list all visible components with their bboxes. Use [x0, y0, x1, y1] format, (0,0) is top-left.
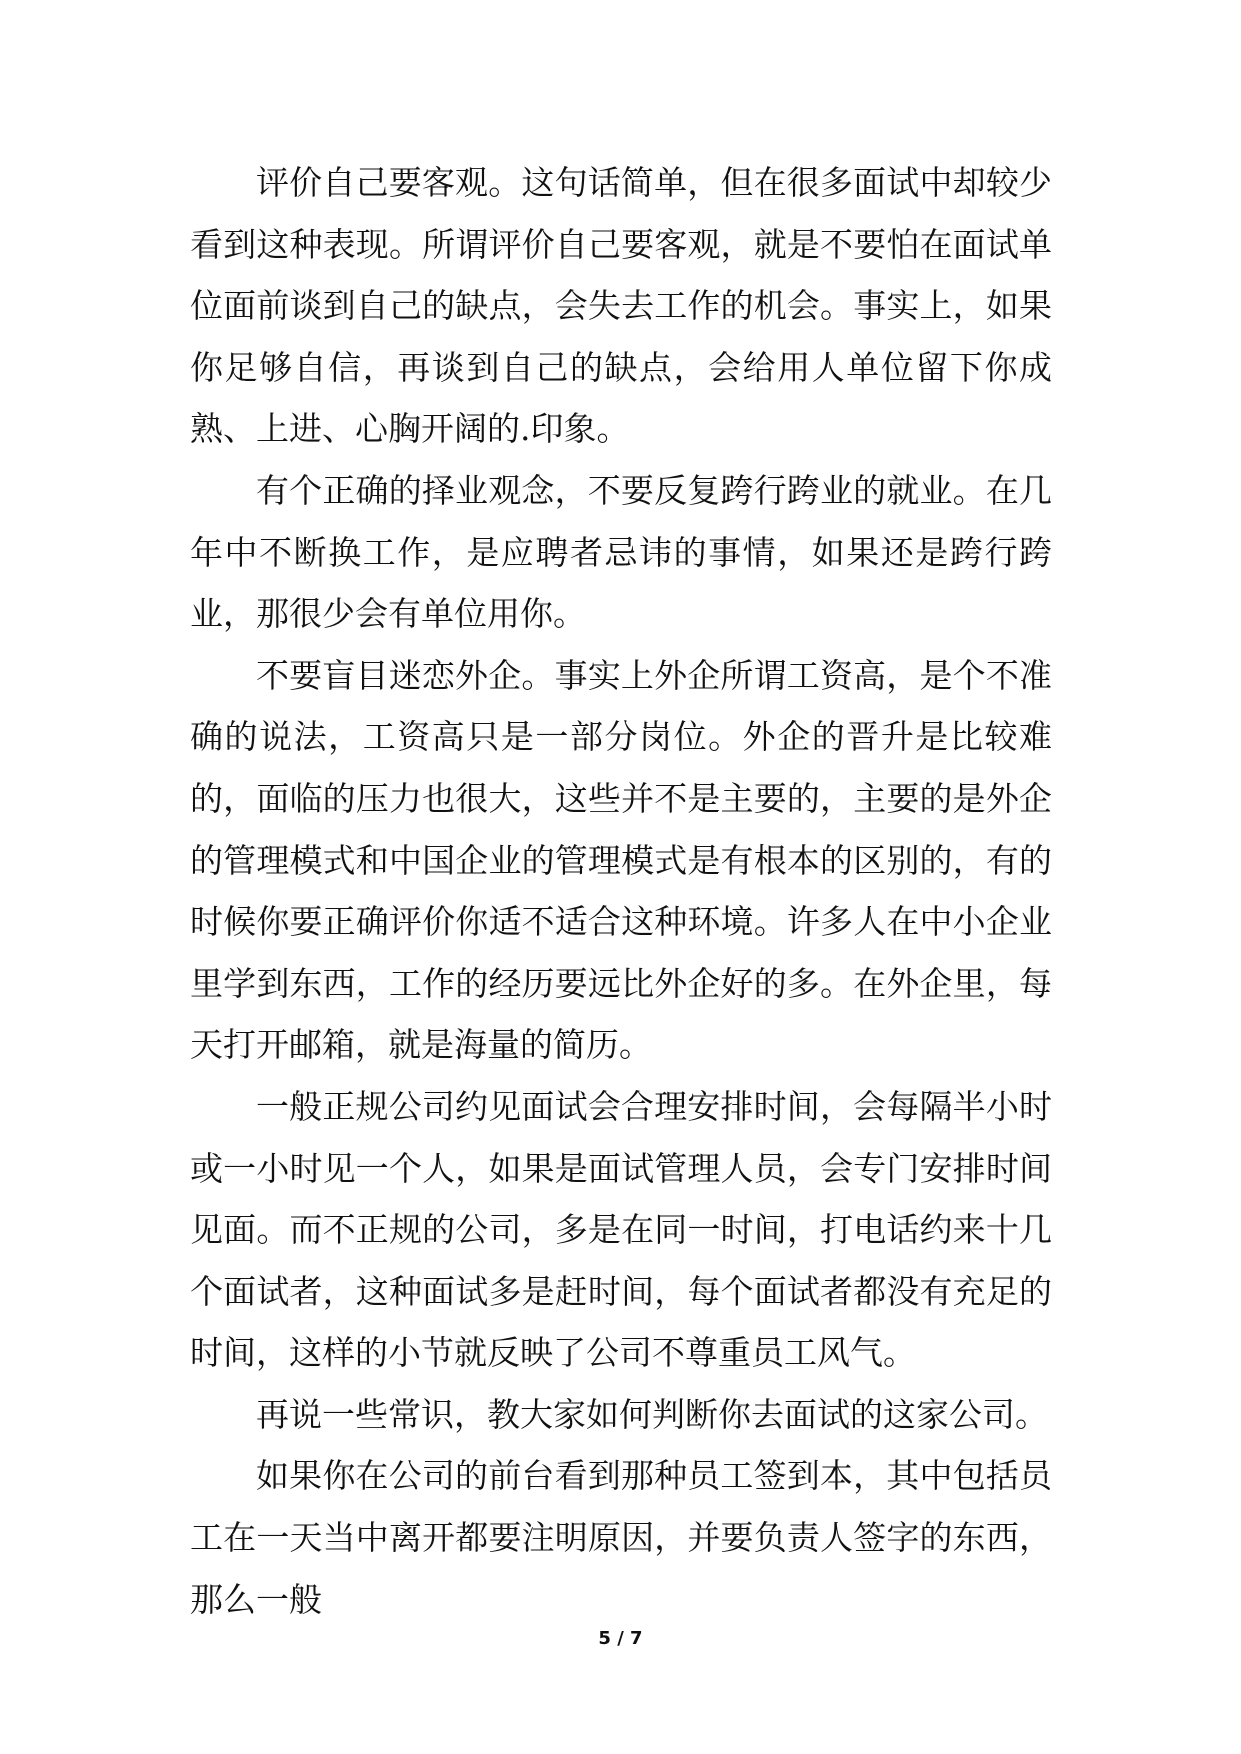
paragraph: 有个正确的择业观念，不要反复跨行跨业的就业。在几年中不断换工作，是应聘者忌讳的事情，如果还是跨行跨业，那很少会有单位用你。: [190, 470, 1052, 634]
paragraph: 评价自己要客观。这句话简单，但在很多面试中却较少看到这种表现。所谓评价自己要客观，就是不要怕在面试单位面前谈到自己的缺点，会失去工作的机会。事实上，如果你足够自信，再谈到自己的缺点，会给用人单位留下你成熟、上进、心胸开阔的.印象。: [190, 163, 1052, 449]
paragraph: 再说一些常识，教大家如何判断你去面试的这家公司。: [256, 1394, 1048, 1434]
paragraph: 不要盲目迷恋外企。事实上外企所谓工资高，是个不准确的说法，工资高只是一部分岗位。外企的晋升是比较难的，面临的压力也很大，这些并不是主要的，主要的是外企的管理模式和中国企业的管理模式是有根本的区别的，有的时候你要正确评价你适不适合这种环境。许多人在中小企业里学到东西，工作的经历要远比外企好的多。在外企里，每天打开邮箱，就是海量的简历。: [190, 655, 1052, 1065]
paragraph: 如果你在公司的前台看到那种员工签到本，其中包括员工在一天当中离开都要注明原因，并要负责人签字的东西，那么一般: [190, 1456, 1052, 1619]
document-body: [190, 152, 1052, 1630]
paragraph: 一般正规公司约见面试会合理安排时间，会每隔半小时或一小时见一个人，如果是面试管理人员，会专门安排时间见面。而不正规的公司，多是在同一时间，打电话约来十几个面试者，这种面试多是赶时间，每个面试者都没有充足的时间，这样的小节就反映了公司不尊重员工风气。: [190, 1086, 1052, 1373]
page-number: 5 / 7: [598, 1628, 643, 1649]
